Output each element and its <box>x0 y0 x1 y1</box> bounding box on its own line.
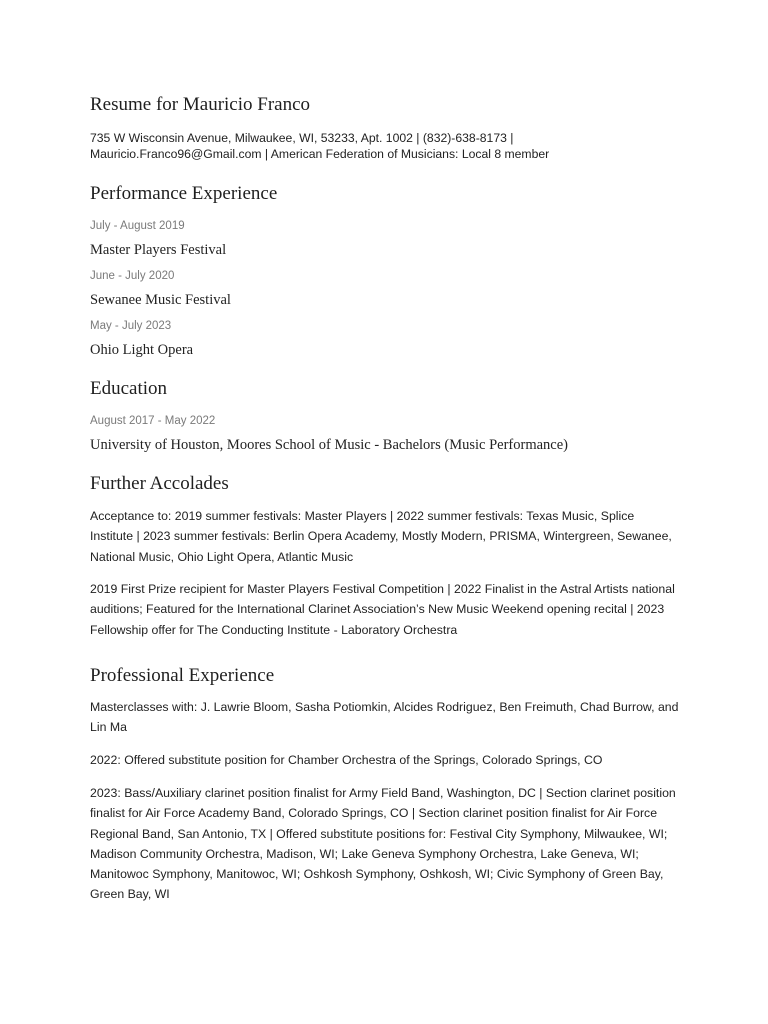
entry-date: May - July 2023 <box>90 320 172 332</box>
contact-line-1: 735 W Wisconsin Avenue, Milwaukee, WI, 53233, Apt. 1002 | (832)-638-8173 | <box>90 131 514 145</box>
entry-title: University of Houston, Moores School of Music - Bachelors (Music Performance) <box>90 437 569 453</box>
paragraph: 2023: Bass/Auxiliary clarinet position finalist for Army Field Band, Washington, DC | Section clarinet position finalist for Air Force Academy Band, Colorado Springs, CO | Section clarinet position finalist for Air Force Regional Band, San Antonio, TX | Offered substitute positions for: Festival City Symphony, Milwaukee, WI; Madison Community Orchestra, Madison, WI; Lake Geneva Symphony Orchestra, Lake Geneva, WI; Manitowoc Symphony, Manitowoc, WI; Oshkosh Symphony, Oshkosh, WI; Civic Symphony of Green Bay, Green Bay, WI <box>90 786 676 902</box>
section-heading-education: Education <box>90 378 168 399</box>
performance-item <box>90 219 680 260</box>
entry-date: July - August 2019 <box>90 220 185 232</box>
paragraph: 2022: Offered substitute position for Chamber Orchestra of the Springs, Colorado Springs, CO <box>90 753 603 767</box>
paragraph: Masterclasses with: J. Lawrie Bloom, Sasha Potiomkin, Alcides Rodriguez, Ben Freimuth, Chad Burrow, and Lin Ma <box>90 700 679 735</box>
section-heading-accolades: Further Accolades <box>90 473 229 494</box>
performance-section <box>90 181 680 207</box>
professional-paragraph <box>90 783 680 905</box>
entry-title: Master Players Festival <box>90 242 227 258</box>
entry-date: August 2017 - May 2022 <box>90 415 216 427</box>
performance-item <box>90 319 680 360</box>
accolades-paragraph <box>90 579 680 640</box>
accolades-paragraph <box>90 506 680 567</box>
entry-date: June - July 2020 <box>90 270 175 282</box>
professional-paragraph <box>90 697 680 738</box>
education-section <box>90 376 680 402</box>
education-item <box>90 414 680 455</box>
contact-info <box>90 130 680 162</box>
resume-header <box>90 92 680 162</box>
paragraph: Acceptance to: 2019 summer festivals: Master Players | 2022 summer festivals: Texas Music, Splice Institute | 2023 summer festivals: Berlin Opera Academy, Mostly Modern, PRISMA, Wintergreen, Sewanee, National Music, Ohio Light Opera, Atlantic Music <box>90 509 672 564</box>
page-title: Resume for Mauricio Franco <box>90 94 311 115</box>
entry-title: Ohio Light Opera <box>90 342 194 358</box>
section-heading-performance: Performance Experience <box>90 183 278 204</box>
entry-title: Sewanee Music Festival <box>90 292 231 308</box>
performance-item <box>90 269 680 310</box>
professional-paragraph <box>90 750 680 770</box>
paragraph: 2019 First Prize recipient for Master Players Festival Competition | 2022 Finalist in the Astral Artists national auditions; Featured for the International Clarinet Association’s New Music Weekend opening recital | 2023 Fellowship offer for The Conducting Institute - Laboratory Orchestra <box>90 582 675 637</box>
professional-section <box>90 663 680 689</box>
accolades-section <box>90 471 680 497</box>
contact-line-2: Mauricio.Franco96@Gmail.com | American Federation of Musicians: Local 8 member <box>90 147 550 161</box>
section-heading-professional: Professional Experience <box>90 665 275 686</box>
